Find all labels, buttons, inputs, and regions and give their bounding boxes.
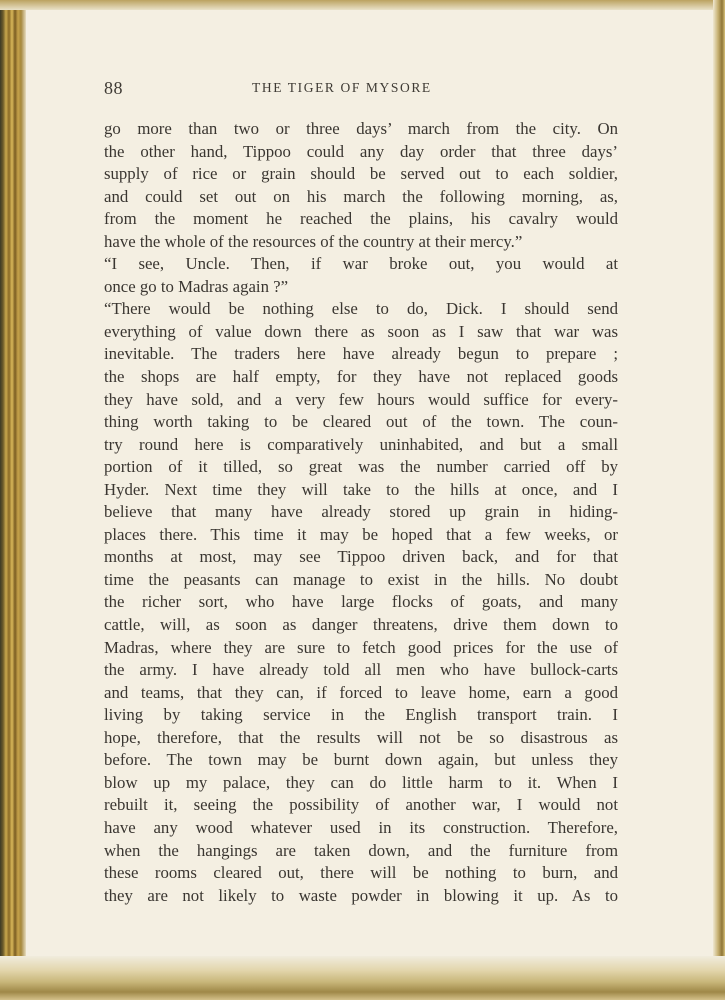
page-header bbox=[104, 78, 618, 102]
text-line: from the moment he reached the plains, his cavalry would bbox=[104, 209, 618, 229]
text-line: Hyder. Next time they will take to the hills at once, and I bbox=[104, 479, 618, 499]
page-right-edge bbox=[713, 0, 725, 1000]
text-line: the other hand, Tippoo could any day order that three days’ bbox=[104, 141, 618, 161]
text-line: “I see, Uncle. Then, if war broke out, you would at bbox=[104, 254, 618, 274]
text-line: the richer sort, who have large flocks of goats, and many bbox=[104, 592, 618, 612]
page-top-edge bbox=[0, 0, 725, 10]
text-line: and could set out on his march the following morning, as, bbox=[104, 186, 618, 206]
text-line: inevitable. The traders here have already begun to prepare ; bbox=[104, 344, 618, 364]
text-line: when the hangings are taken down, and the furniture from bbox=[104, 840, 618, 860]
text-line: and teams, that they can, if forced to leave home, earn a good bbox=[104, 682, 618, 702]
running-head: THE TIGER OF MYSORE bbox=[252, 80, 432, 95]
text-line: months at most, may see Tippoo driven back, and for that bbox=[104, 547, 618, 567]
text-line: hope, therefore, that the results will not be so disastrous as bbox=[104, 727, 618, 747]
text-line: living by taking service in the English transport train. I bbox=[104, 705, 618, 725]
text-line: cattle, will, as soon as danger threatens, drive them down to bbox=[104, 615, 618, 635]
text-line: places there. This time it may be hoped that a few weeks, or bbox=[104, 524, 618, 544]
text-line: supply of rice or grain should be served out to each soldier, bbox=[104, 164, 618, 184]
text-line: “There would be nothing else to do, Dick. I should send bbox=[104, 299, 618, 319]
book-binding-edge bbox=[0, 0, 26, 1000]
text-line: believe that many have already stored up grain in hiding- bbox=[104, 502, 618, 522]
text-line: once go to Madras again ?” bbox=[104, 276, 289, 296]
text-line: have any wood whatever used in its construction. Therefore, bbox=[104, 817, 618, 837]
text-line: they are not likely to waste powder in blowing it up. As to bbox=[104, 885, 618, 905]
text-line: try round here is comparatively uninhabited, and but a small bbox=[104, 434, 618, 454]
text-line: the army. I have already told all men who have bullock-carts bbox=[104, 660, 618, 680]
text-line: thing worth taking to be cleared out of the town. The coun- bbox=[104, 412, 618, 432]
text-line: time the peasants can manage to exist in the hills. No doubt bbox=[104, 569, 618, 589]
text-line: before. The town may be burnt down again, but unless they bbox=[104, 750, 618, 770]
text-line: these rooms cleared out, there will be nothing to burn, and bbox=[104, 863, 618, 883]
text-line: portion of it tilled, so great was the number carried off by bbox=[104, 457, 618, 477]
text-line: blow up my palace, they can do little harm to it. When I bbox=[104, 772, 618, 792]
page-number: 88 bbox=[104, 78, 123, 98]
text-line: rebuilt it, seeing the possibility of another war, I would not bbox=[104, 795, 618, 815]
text-line: the shops are half empty, for they have not replaced goods bbox=[104, 367, 618, 387]
text-line: Madras, where they are sure to fetch good prices for the use of bbox=[104, 637, 618, 657]
text-line: have the whole of the resources of the country at their mercy.” bbox=[104, 231, 523, 251]
body-text bbox=[104, 118, 618, 907]
text-line: everything of value down there as soon as I saw that war was bbox=[104, 321, 618, 341]
text-line: they have sold, and a very few hours would suffice for every- bbox=[104, 389, 618, 409]
text-line: go more than two or three days’ march from the city. On bbox=[104, 119, 618, 138]
page-bottom-edge bbox=[0, 956, 725, 1000]
